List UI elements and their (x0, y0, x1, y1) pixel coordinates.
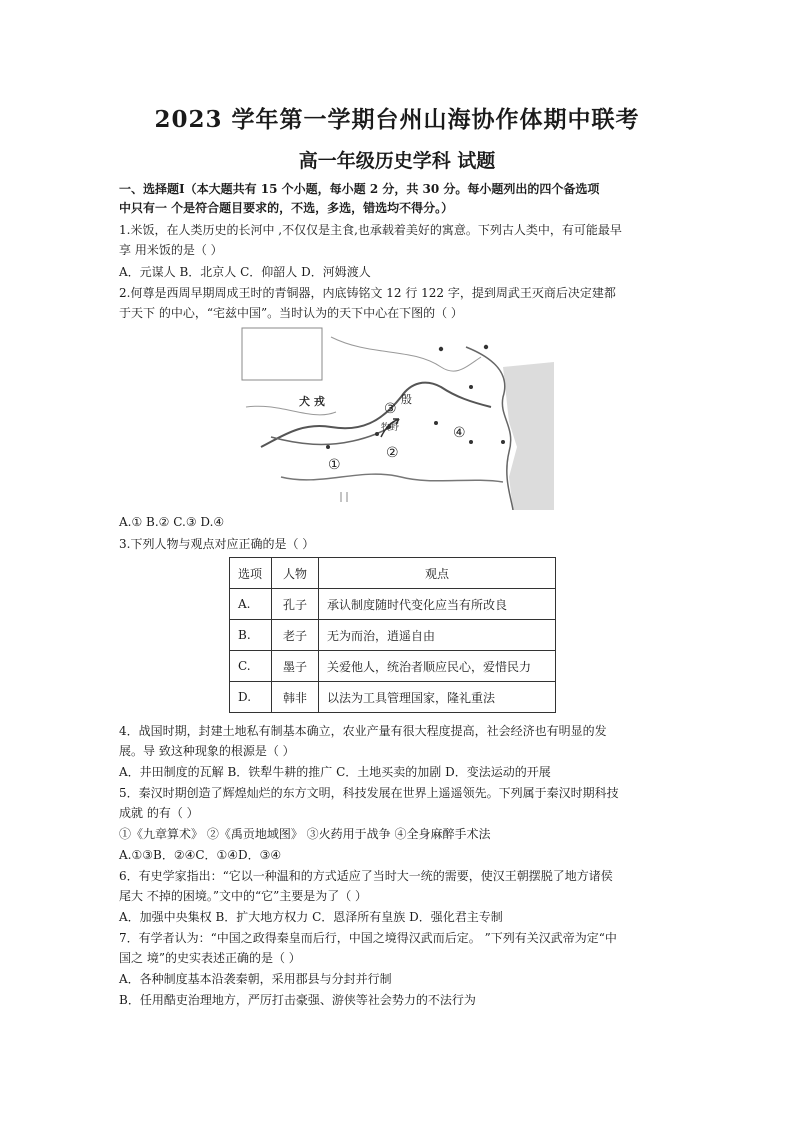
table-row (230, 620, 556, 651)
table-cell: B. (230, 620, 272, 651)
table-row (230, 651, 556, 682)
q7-stem-line2: 国之 境”的史实表述正确的是（ ） (119, 951, 301, 965)
q6-options: A．加强中央集权 B．扩大地方权力 C．恩泽所有皇族 D．强化君主专制 (119, 910, 503, 924)
q4-stem-line1: 4．战国时期，封建土地私有制基本确立，农业产量有很大程度提高，社会经济也有明显的发 (119, 724, 607, 738)
map-marker-2: ② (386, 445, 399, 461)
q4-stem-line2: 展。导 致这种现象的根源是（ ） (119, 744, 295, 758)
q4-options: A．井田制度的瓦解 B．铁犁牛耕的推广 C．土地买卖的加剧 D．变法运动的开展 (119, 765, 551, 779)
exam-title: 2023 学年第一学期台州山海协作体期中联考 (154, 106, 640, 133)
q1-options: A．元谋人 B．北京人 C．仰韶人 D．河姆渡人 (119, 265, 371, 279)
q5-options: A.①③B．②④C．①④D．③④ (119, 848, 282, 862)
section-instructions-line1: 一、选择题Ⅰ（本大题共有 15 个小题，每小题 2 分，共 30 分。每小题列出的四个备选项 (119, 182, 600, 196)
q2-stem-line2: 于天下 的中心，“宅兹中国”。当时认为的天下中心在下图的（ ） (119, 306, 463, 320)
table-cell: 老子 (272, 620, 319, 651)
table-cell: 关爱他人，统治者顺应民心，爱惜民力 (319, 651, 556, 682)
map-inset-box (242, 328, 322, 380)
map-marker-1: ① (328, 457, 341, 473)
q5-stem-line2: 成就 的有（ ） (119, 806, 199, 820)
section-instructions-line2: 中只有一 个是符合题目要求的，不选，多选，错选均不得分。） (119, 201, 454, 215)
table-cell: 韩非 (272, 682, 319, 713)
q7-stem-line1: 7．有学者认为：“中国之政得秦皇而后行，中国之境得汉武而后定。 ”下列有关汉武帝为定“中 (119, 931, 617, 945)
q3-table (229, 557, 556, 713)
table-row (230, 589, 556, 620)
map-label-muye: 牧野 (381, 423, 400, 433)
table-cell: 无为而治，逍遥自由 (319, 620, 556, 651)
q6-stem-line1: 6．有史学家指出：“它以一种温和的方式适应了当时大一统的需要，使汉王朝摆脱了地方诸侯 (119, 869, 613, 883)
q1-stem-line2: 享 用米饭的是（ ） (119, 243, 223, 257)
q5-items: ①《九章算术》 ②《禹贡地域图》 ③火药用于战争 ④全身麻醉手术法 (119, 827, 491, 841)
q7-option-a: A．各种制度基本沿袭秦朝，采用郡县与分封并行制 (119, 972, 392, 986)
table-header-cell: 人物 (272, 558, 319, 589)
table-cell: 墨子 (272, 651, 319, 682)
map-marker-3: ③ (384, 401, 397, 417)
q2-options: A.① B.② C.③ D.④ (119, 515, 225, 529)
table-cell: 以法为工具管理国家，隆礼重法 (319, 682, 556, 713)
table-row (230, 682, 556, 713)
table-cell: A. (230, 589, 272, 620)
map-label-yin: 殷 (401, 393, 412, 406)
q5-stem-line1: 5．秦汉时期创造了辉煌灿烂的东方文明，科技发展在世界上遥遥领先。下列属于秦汉时期科技 (119, 786, 619, 800)
q6-stem-line2: 尾大 不掉的困境。”文中的“它”主要是为了（ ） (119, 889, 368, 903)
q3-stem: 3.下列人物与观点对应正确的是（ ） (119, 537, 315, 551)
western-zhou-map (241, 327, 554, 510)
exam-subtitle: 高一年级历史学科 试题 (298, 150, 496, 172)
table-header-cell: 观点 (319, 558, 556, 589)
table-cell: D. (230, 682, 272, 713)
table-cell: C. (230, 651, 272, 682)
q2-stem-line1: 2.何尊是西周早期周成王时的青铜器，内底铸铭文 12 行 122 字，提到周武王灭商后决定建都 (119, 286, 616, 300)
q7-option-b: B．任用酷吏治理地方，严厉打击豪强、游侠等社会势力的不法行为 (119, 993, 476, 1007)
table-header-cell: 选项 (230, 558, 272, 589)
table-cell: 孔子 (272, 589, 319, 620)
map-marker-4: ④ (453, 425, 466, 441)
map-label-quanrong: 犬 戎 (299, 395, 325, 408)
table-cell: 承认制度随时代变化应当有所改良 (319, 589, 556, 620)
table-header-row (230, 558, 556, 589)
q1-stem-line1: 1.米饭，在人类历史的长河中 ,不仅仅是主食,也承载着美好的寓意。下列古人类中，有可能最早 (119, 223, 622, 237)
